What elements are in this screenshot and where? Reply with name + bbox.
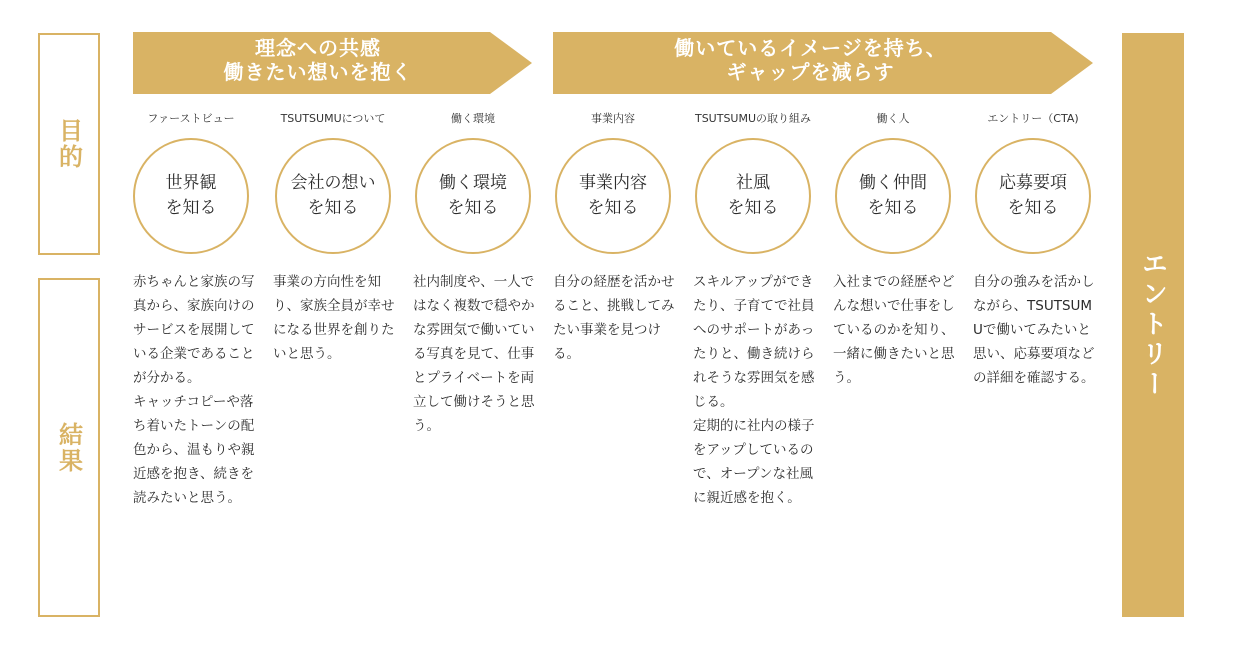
step-about [263,110,403,254]
step-circle-text: 事業内容 を知る [579,173,647,218]
step-circle-text: 働く環境 を知る [439,173,507,218]
step-circle [695,138,811,254]
banner-image-text: 働いているイメージを持ち、 ギャップを減らす [674,36,947,84]
step-initiatives [683,110,823,254]
step-result-text: 入社までの経歴やどんな想いで仕事をしているのかを知り、一緒に働きたいと思う。 [833,274,955,386]
step-circle [415,138,531,254]
banner-empathy [133,32,532,94]
step-entry-cta [963,110,1103,254]
step-circle [555,138,671,254]
step-circle [275,138,391,254]
step-business [543,110,683,254]
step-caption: 働く環境 [451,112,495,125]
step-result-text: 自分の強みを活かしながら、TSUTSUMUで働いてみたいと思い、応募要項などの詳細を確認する。 [973,274,1095,386]
step-caption: 働く人 [876,112,910,125]
banner-image [553,32,1093,94]
step-result-text: 赤ちゃんと家族の写真から、家族向けのサービスを展開している企業であることが分かる。 キャッチコピーや落ち着いたトーンの配色から、温もりや親近感を抱き、続きを読みたいと思う。 [133,274,255,506]
step-people [823,110,963,254]
banner-empathy-text: 理念への共感 働きたい想いを抱く [223,36,413,84]
step-caption: TSUTSUMUの取り組み [694,112,812,125]
purpose-label: 目的 [54,118,83,170]
result-label: 結果 [54,421,83,474]
step-caption: 事業内容 [591,112,635,125]
entry-label: エントリー [1137,250,1168,400]
step-caption: TSUTSUMUについて [280,112,386,125]
step-result-text: 自分の経歴を活かせること、挑戦してみたい事業を見つける。 [553,274,675,362]
step-circle-text: 応募要項 を知る [999,173,1067,218]
step-circle [975,138,1091,254]
entry-bar [1122,33,1184,617]
step-circle-text: 働く仲間 を知る [859,173,927,218]
step-first-view [121,110,261,254]
step-circle [835,138,951,254]
step-circle-text: 世界観 を知る [165,173,217,218]
step-caption: エントリー（CTA) [987,112,1079,125]
step-result-text: スキルアップができたり、子育てで社員へのサポートがあったりと、働き続けられそうな雰囲気を感じる。 定期的に社内の様子をアップしているので、オープンな社風に親近感を抱く。 [693,274,815,506]
step-result-text: 社内制度や、一人ではなく複数で穏やかな雰囲気で働いている写真を見て、仕事とプライベートを両立して働けそうと思う。 [413,274,535,434]
result-box [38,278,100,617]
purpose-box [38,33,100,255]
step-circle-text: 社風 を知る [727,173,779,218]
step-circle-text: 会社の想い を知る [290,173,376,218]
step-environment [403,110,543,254]
step-result-text: 事業の方向性を知り、家族全員が幸せになる世界を創りたいと思う。 [273,274,395,362]
step-caption: ファーストビュー [147,112,235,125]
step-circle [133,138,249,254]
